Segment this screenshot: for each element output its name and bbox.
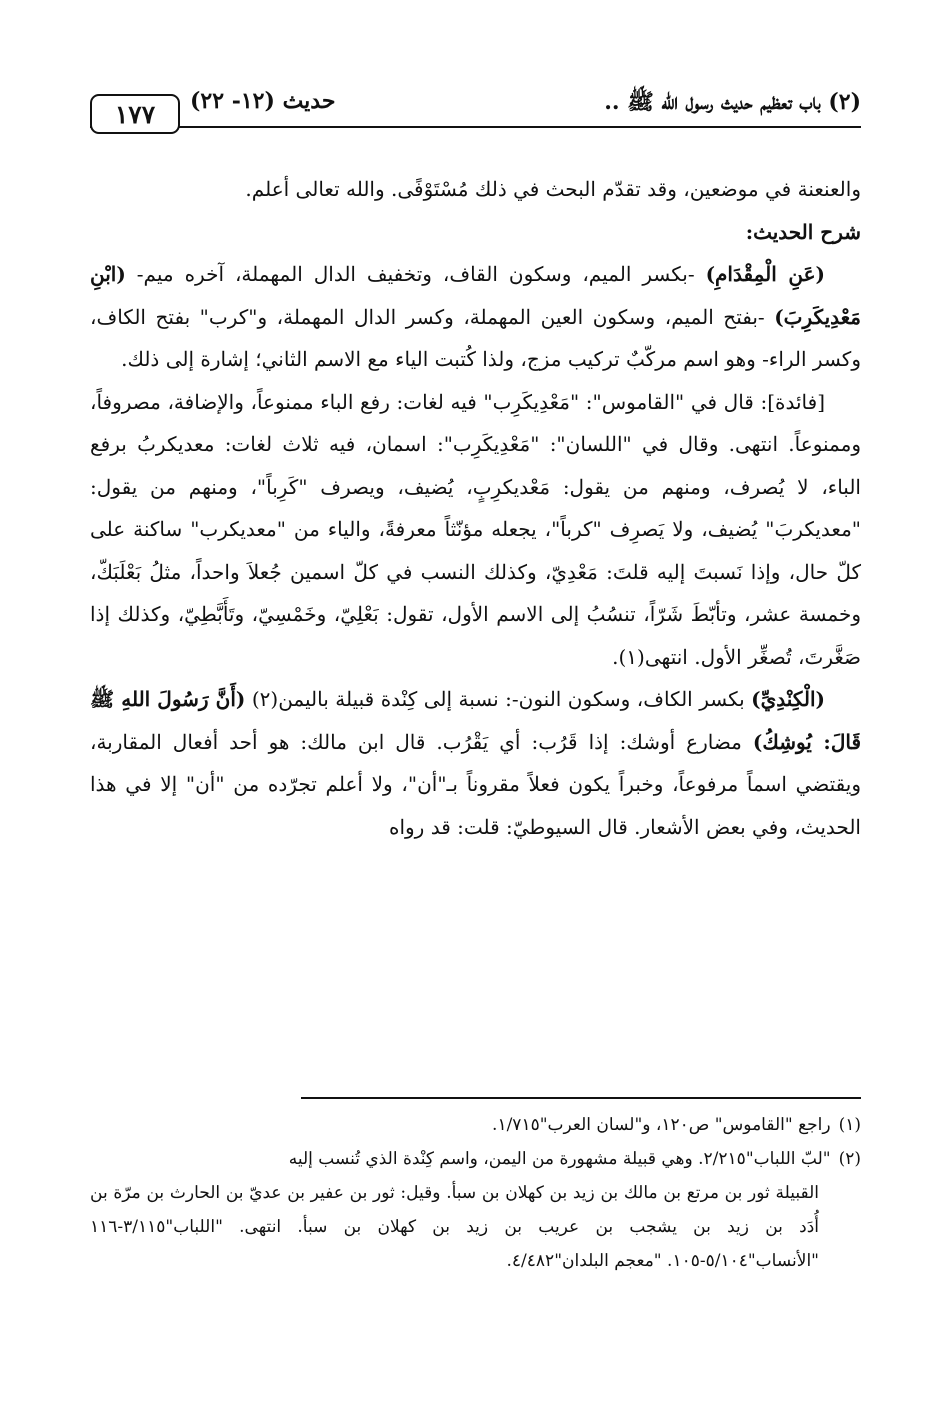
page-header — [90, 88, 861, 132]
footnote-2-text: "لبّ اللباب"٢/٢١٥. وهي قبيلة مشهورة من اليمن، واسم كِنْدة الذي تُنسب إليه — [288, 1149, 831, 1169]
footnote-2-continuation: القبيلة ثور بن مرتع بن مالك بن زيد بن كهلان بن سبأ. وقيل: ثور بن عفير بن عديّ بن الحارث بن مرّة بن أُدَد بن زيد بن يشجب بن عريب بن زيد بن كهلان بن سبأ. انتهى. "اللباب"٣/١١٥-١١٦ "الأنساب"٥/١٠٤-١٠٥. "معجم البلدان"٤/٤٨٢. — [90, 1183, 819, 1271]
paragraph-3-text-2: مضارع أوشك: إذا قَرُب: أي يَقْرُب. قال ابن مالك: هو أحد أفعال المقاربة، ويقتضي اسماً مرفوعاً، وخبراً يكون فعلاً مقروناً بـ"أن"، ولا أعلم تجرّده من "أن" إلا في هذا الحديث، وفي بعض الأشعار. قال السيوطيّ: قلت: قد رواه — [90, 729, 861, 839]
footnote-1-text: راجع "القاموس" ص١٢٠، و"لسان العرب"١/٧١٥. — [492, 1115, 831, 1135]
page-number: ١٧٧ — [114, 99, 156, 129]
footnote-2-number: (٢) — [838, 1149, 861, 1169]
hadith-range: حديث (١٢- ٢٢) — [190, 88, 336, 114]
paragraph-3 — [90, 678, 861, 848]
paragraph-2-faida: [فائدة]: قال في "القاموس": "مَعْدِيكَرِب" فيه لغات: رفع الباء ممنوعاً، والإضافة، مصروفاً، وممنوعاً. انتهى. وقال في "اللسان": "مَعْدِيكَرِب": اسمان، فيه ثلاث لغات: معديكربُ برفع الباء، لا يُصرف، ومنهم من يقول: مَعْديكرِبٍ، يُضيف، ويصرف "كَرِباً"، ومنهم من يقول: "معديكربَ" يُضيف، ولا يَصرِف "كرباً"، يجعله مؤنّثاً معرفةً، والياء من "معديكرب" ساكنة على كلّ حال، وإذا نَسبتَ إليه قلتَ: مَعْدِيّ، وكذلك النسب في كلّ اسمين جُعلاَ واحداً، مثلُ بَعْلَبَكّ، وخمسة عشر، وتأبّطَ شَرّاً، تنسُبُ إلى الاسم الأول، تقول: بَعْلِيّ، وخَمْسِيّ، وتَأَبَّطِيّ، وكذلك إذا صَغَّرتَ، تُصغِّر الأول. انتهى(١). — [90, 389, 861, 669]
header-rule — [90, 126, 861, 128]
lemma-miqdam: (عَنِ الْمِقْدَامِ) — [705, 262, 825, 286]
page-number-box — [90, 94, 180, 134]
paragraph-3-text: بكسر الكاف، وسكون النون-: نسبة إلى كِنْدة قبيلة باليمن(٢) — [245, 687, 752, 711]
lemma-hadith-text: (أَنَّ رَسُولَ اللهِ ﷺ قَالَ: يُوشِكُ) — [90, 687, 862, 754]
lemma-kindi: (الْكِنْدِيِّ) — [751, 687, 825, 711]
footnote-1-number: (١) — [838, 1115, 861, 1135]
footnote-1 — [90, 1108, 861, 1142]
footnotes — [90, 1108, 861, 1278]
section-heading: شرح الحديث: — [745, 219, 861, 244]
footnote-2 — [90, 1142, 861, 1176]
chapter-title: (٢) باب تعظيم حديث رسول الله ﷺ .. — [604, 89, 861, 115]
paragraph-1-text-2: -بفتح الميم، وسكون العين المهملة، وكسر الدال المهملة، و"كرب" بفتح الكاف، وكسر الراء- وهو اسم مركّبٌ تركيب مزج، ولذا كُتبت الياء مع الاسم الثاني؛ إشارة إلى ذلك. — [90, 304, 861, 371]
main-text — [90, 168, 861, 848]
paragraph-1-text: -بكسر الميم، وسكون القاف، وتخفيف الدال المهملة، آخره ميم- — [125, 262, 706, 286]
paragraph-1 — [90, 253, 861, 381]
footnote-separator — [301, 1097, 861, 1099]
intro-line: والعنعنة في موضعين، وقد تقدّم البحث في ذلك مُسْتَوْفًى. والله تعالى أعلم. — [245, 177, 861, 201]
lemma-ibn-madikarib: (ابْنِ مَعْدِيكَرِبَ) — [90, 262, 861, 329]
